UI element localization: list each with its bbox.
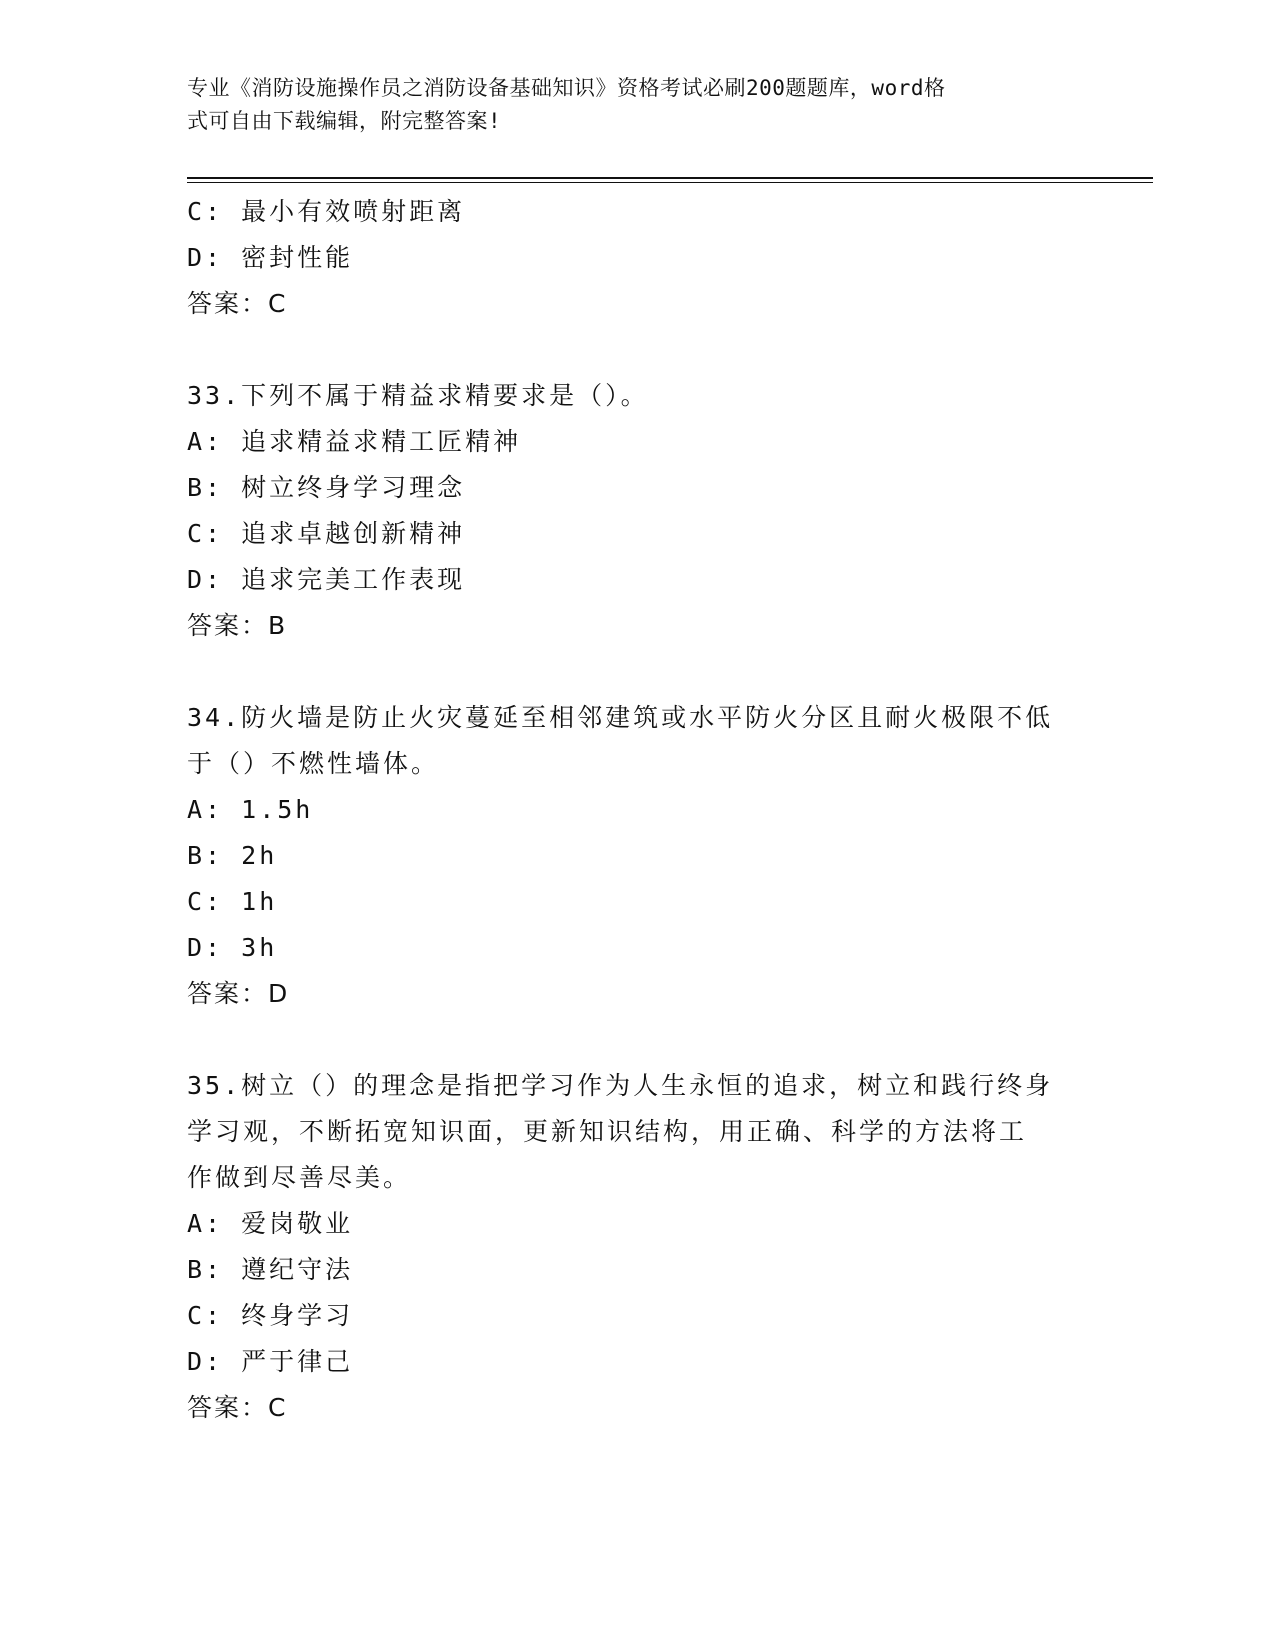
option-b: B: 遵纪守法	[187, 1255, 354, 1284]
question-34	[187, 695, 1087, 1017]
option-c: C: 最小有效喷射距离	[187, 197, 466, 226]
option-a: A: 爱岗敬业	[187, 1209, 354, 1238]
answer-line: 答案：B	[187, 611, 288, 640]
question-stem: 作做到尽善尽美。	[187, 1163, 412, 1192]
question-32-tail	[187, 189, 1087, 327]
option-d: D: 追求完美工作表现	[187, 565, 466, 594]
question-stem: 35.树立（）的理念是指把学习作为人生永恒的追求，树立和践行终身	[187, 1071, 1054, 1100]
option-c: C: 追求卓越创新精神	[187, 519, 466, 548]
question-stem: 33.下列不属于精益求精要求是（）。	[187, 381, 649, 410]
option-c: C: 1h	[187, 887, 278, 916]
question-stem: 34.防火墙是防止火灾蔓延至相邻建筑或水平防火分区且耐火极限不低	[187, 703, 1054, 732]
option-d: D: 3h	[187, 933, 278, 962]
option-a: A: 1.5h	[187, 795, 314, 824]
document-header	[187, 72, 1087, 138]
option-b: B: 树立终身学习理念	[187, 473, 466, 502]
question-stem: 学习观，不断拓宽知识面，更新知识结构，用正确、科学的方法将工	[187, 1117, 1028, 1146]
option-c: C: 终身学习	[187, 1301, 354, 1330]
answer-line: 答案：D	[187, 979, 290, 1008]
question-35	[187, 1063, 1087, 1431]
spacer	[187, 327, 1087, 373]
option-d: D: 严于律己	[187, 1347, 354, 1376]
spacer	[187, 649, 1087, 695]
question-content	[187, 189, 1087, 1431]
question-stem: 于（）不燃性墙体。	[187, 749, 440, 778]
answer-line: 答案：C	[187, 289, 288, 318]
header-line-1: 专业《消防设施操作员之消防设备基础知识》资格考试必刷200题题库，word格	[187, 76, 946, 100]
answer-line: 答案：C	[187, 1393, 288, 1422]
header-line-2: 式可自由下载编辑，附完整答案!	[187, 109, 502, 133]
question-33	[187, 373, 1087, 649]
option-b: B: 2h	[187, 841, 278, 870]
header-divider-thin	[187, 182, 1153, 183]
option-d: D: 密封性能	[187, 243, 354, 272]
option-a: A: 追求精益求精工匠精神	[187, 427, 522, 456]
spacer	[187, 1017, 1087, 1063]
header-divider-thick	[187, 177, 1153, 179]
